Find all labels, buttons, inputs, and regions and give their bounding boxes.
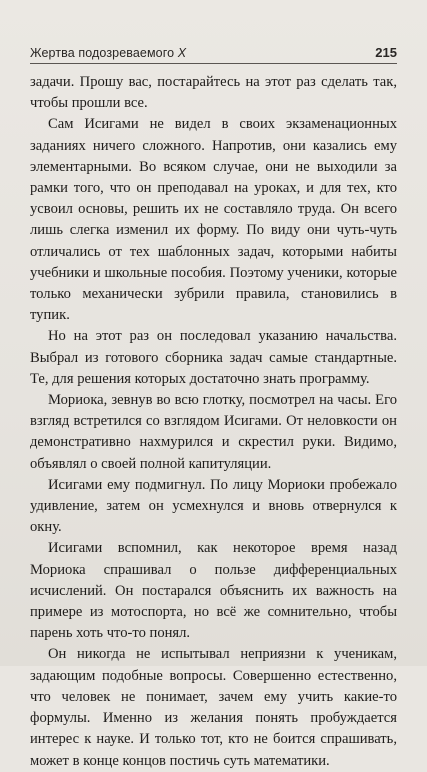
running-title [30, 46, 186, 60]
paragraph: задачи. Прошу вас, постарайтесь на этот раз сделать так, чтобы прошли все. [30, 74, 397, 112]
paragraph: Мориока, зевнув во всю глотку, посмотрел на часы. Его взгляд встретился со взглядом Исигами. От неловкости он демонстративно нахмурился и скрестил руки. Видимо, объявлял о своей полной капитуляции. [30, 392, 397, 472]
body-text [30, 72, 397, 772]
paragraph: Он никогда не испытывал неприязни к ученикам, задающим подобные вопросы. Совершенно естественно, что человек не понимает, зачем ему учить какие-то формулы. Именно из желания понять пробуждается интерес к науке. И только тот, кто не боится спрашивать, может в конце концов постичь суть математики. [30, 646, 397, 769]
paragraph: Сам Исигами не видел в своих экзаменационных заданиях ничего сложного. Напротив, они казались ему элементарными. Во всяком случае, они не выходили за рамки того, что он преподавал на уроках, и для тех, кто усвоил основы, решить их не составляло труда. Он всего лишь слегка изменил их форму. По виду они чуть-чуть отличались от тех шаблонных задач, которыми набиты учебники и школьные пособия. Поэтому ученики, которые только механически зубрили правила, становились в тупик. [30, 116, 397, 324]
running-title-text: Жертва подозреваемого [30, 46, 175, 60]
paragraph: Исигами ему подмигнул. По лицу Мориоки пробежало удивление, затем он усмехнулся и вновь отвернулся к окну. [30, 476, 397, 536]
paragraph: Исигами вспомнил, как некоторое время назад Мориока спрашивал о пользе дифференциальных исчислений. Он постарался объяснить их важность на примере из мотоспорта, но всё же сомнительно, чтобы парень хоть что-то понял. [30, 540, 397, 642]
page-number: 215 [375, 45, 397, 60]
running-head [30, 38, 397, 60]
header-rule [30, 63, 397, 64]
paragraph: Но на этот раз он последовал указанию начальства. Выбрал из готового сборника задач самые стандартные. Те, для решения которых достаточно знать программу. [30, 328, 397, 387]
running-title-italic: X [177, 46, 187, 60]
